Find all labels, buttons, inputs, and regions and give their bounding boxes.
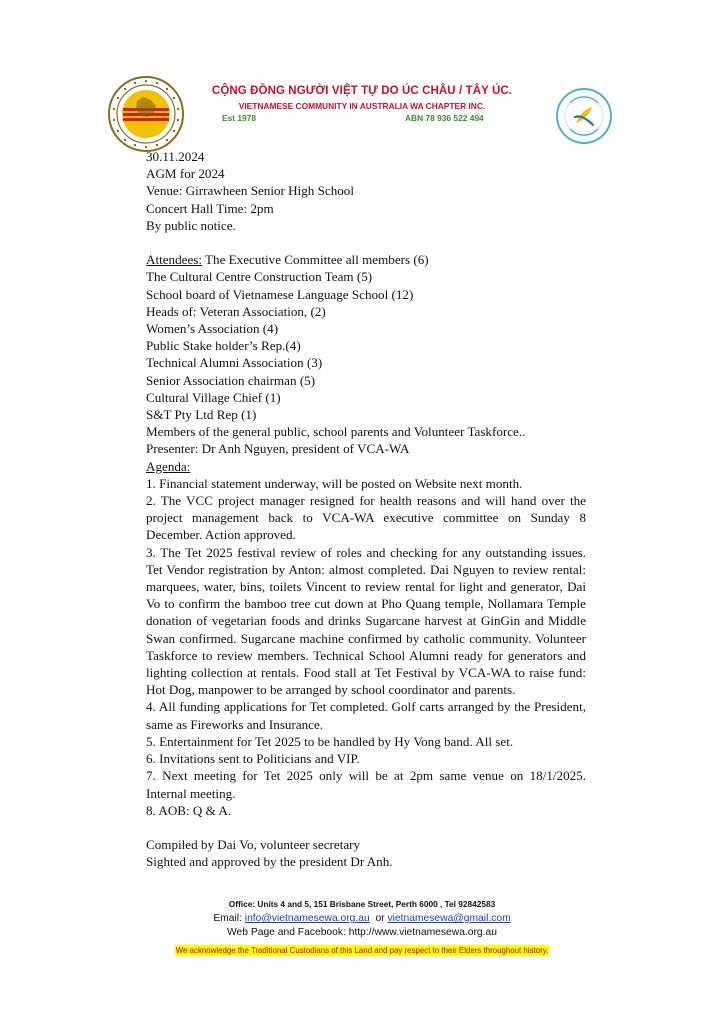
meeting-notice: By public notice. bbox=[146, 217, 236, 233]
attendee-item: Technical Alumni Association (3) bbox=[146, 355, 323, 371]
presenter-line: Presenter: Dr Anh Nguyen, president of VCA-WA bbox=[146, 441, 410, 457]
attendee-item: Heads of: Veteran Association, (2) bbox=[146, 303, 326, 319]
letterhead-footer bbox=[0, 897, 724, 958]
attendee-item: S&T Pty Ltd Rep (1) bbox=[146, 407, 257, 423]
agenda-item: 7. Next meeting for Tet 2025 only will be at 2pm same venue on 18/1/2025. Internal meeting. bbox=[146, 768, 586, 801]
approved-by: Sighted and approved by the president Dr Anh. bbox=[146, 854, 393, 870]
attendee-item: School board of Vietnamese Language School (12) bbox=[146, 286, 414, 302]
agenda-item: 1. Financial statement underway, will be posted on Website next month. bbox=[146, 475, 523, 491]
acknowledgement-of-country: We acknowledge the Traditional Custodians of this Land and pay respect to their Elders throughout history. bbox=[175, 946, 549, 955]
email-separator: or bbox=[369, 913, 388, 924]
abn-number: ABN 78 936 522 494 bbox=[405, 113, 484, 123]
attendee-item: Women’s Association (4) bbox=[146, 321, 279, 337]
compiled-by: Compiled by Dai Vo, volunteer secretary bbox=[146, 837, 361, 853]
agenda-item: 8. AOB: Q & A. bbox=[146, 802, 232, 818]
meeting-time: Concert Hall Time: 2pm bbox=[146, 200, 274, 216]
email-line bbox=[0, 912, 724, 926]
agenda-item: 2. The VCC project manager resigned for health reasons and will hand over the project management back to VCA-WA executive committee on Sunday 8 December. Action approved. bbox=[146, 493, 586, 543]
office-address: Office: Units 4 and 5, 151 Brisbane Street, Perth 6000 , Tel 92842583 bbox=[228, 899, 496, 909]
meeting-title: AGM for 2024 bbox=[146, 166, 225, 182]
organisation-name-english: VIETNAMESE COMMUNITY IN AUSTRALIA WA CHAPTER INC. bbox=[238, 101, 486, 111]
meeting-venue: Venue: Girrawheen Senior High School bbox=[146, 183, 354, 199]
attendee-item: Public Stake holder’s Rep.(4) bbox=[146, 338, 301, 354]
attendee-item: Cultural Village Chief (1) bbox=[146, 389, 281, 405]
email-label: Email: bbox=[213, 913, 245, 924]
agenda-item: 3. The Tet 2025 festival review of roles and checking for any outstanding issues. Tet Vendor registration by Anton: almost completed. Dai Nguyen to review rental: marquees, water, bins, toilets Vincent to review rental for light and generator, Dai Vo to confirm the bamboo tree cut down at Pho Quang temple, Nollamara Temple donation of vegetarian foods and drinks Sugarcane harvest at GinGin and Middle Swan confirmed. Sugarcane machine confirmed by catholic community. Volunteer Taskforce to review members. Technical School Alumni ready for generators and lighting collection at rentals. Food stall at Tet Festival by VCA-WA to raise fund: Hot Dog, manpower to be arranged by school coordinator and parents. bbox=[146, 544, 586, 698]
agenda-item: 5. Entertainment for Tet 2025 to be handled by Hy Vong band. All set. bbox=[146, 733, 514, 749]
email-link-gmail[interactable]: vietnamesewa@gmail.com bbox=[387, 913, 511, 924]
minutes-body bbox=[146, 148, 586, 871]
attendee-item: The Cultural Centre Construction Team (5) bbox=[146, 269, 373, 285]
attendee-item: Members of the general public, school parents and Volunteer Taskforce.. bbox=[146, 424, 526, 440]
attendees-heading-line bbox=[146, 251, 586, 268]
agenda-label: Agenda: bbox=[146, 458, 191, 474]
attendee-item: The Executive Committee all members (6) bbox=[202, 252, 429, 268]
email-link-info[interactable]: info@vietnamesewa.org.au bbox=[244, 913, 370, 924]
agenda-item: 4. All funding applications for Tet completed. Golf carts arranged by the President, same as Fireworks and Insurance. bbox=[146, 699, 586, 732]
attendee-item: Senior Association chairman (5) bbox=[146, 372, 316, 388]
letterhead bbox=[0, 0, 724, 140]
established-year: Est 1978 bbox=[222, 113, 256, 123]
website-line: Web Page and Facebook: http://www.vietnamesewa.org.au bbox=[227, 927, 497, 938]
meeting-date: 30.11.2024 bbox=[146, 149, 205, 164]
organisation-name-vietnamese: CỘNG ĐỒNG NGƯỜI VIỆT TỰ DO ÚC CHÂU / TÂY ÚC. bbox=[211, 85, 513, 97]
attendees-label: Attendees: bbox=[146, 252, 202, 268]
agenda-item: 6. Invitations sent to Politicians and VIP. bbox=[146, 751, 360, 767]
